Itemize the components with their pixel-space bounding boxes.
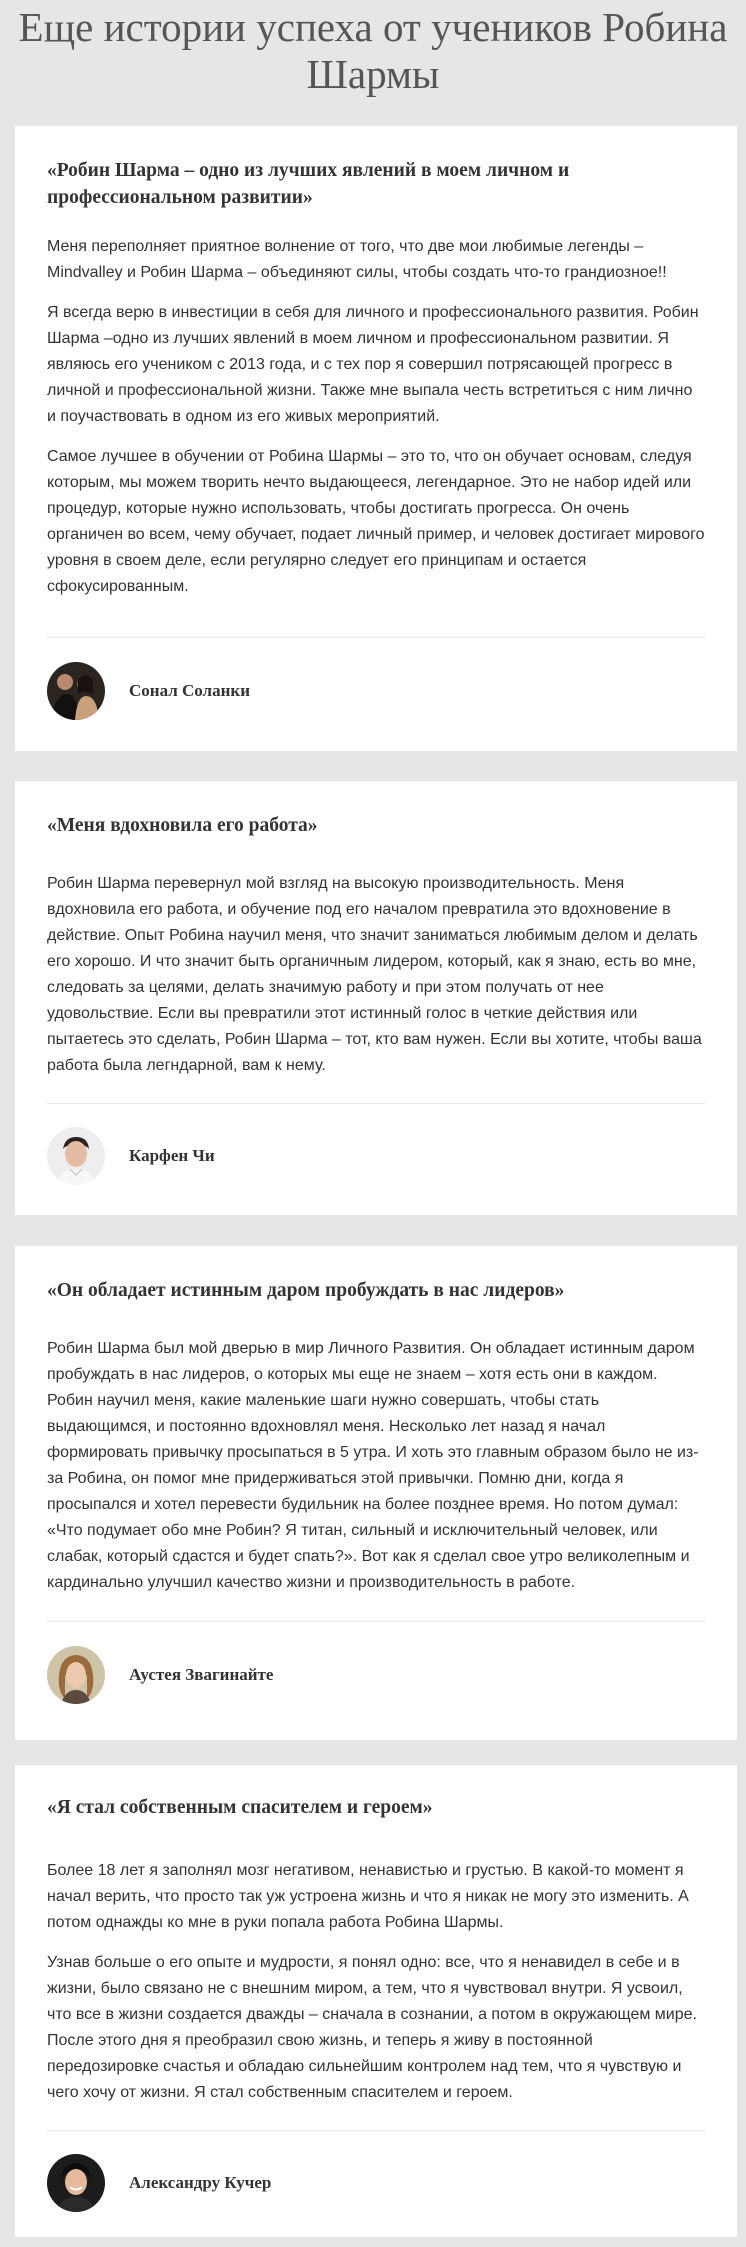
testimonial-paragraph: Более 18 лет я заполнял мозг негативом, ненавистью и грустью. В какой-то момент я начал верить, что просто так уж устроена жизнь и что я никак не могу это изменить. А потом однажды ко мне в руки попала работа Робина Шармы. (47, 1862, 689, 1931)
testimonial-paragraph: Робин Шарма был мой дверью в мир Личного Развития. Он обладает истинным даром пробуждать в нас лидеров, о которых мы еще не знаем – хотя есть они в каждом. Робин научил меня, какие маленькие шаги нужно совершать, чтобы стать выдающимся, и постоянно вдохновлял меня. Несколько лет назад я начал формировать привычку просыпаться в 5 утра. И хоть это главным образом было не из-за Робина, он помог мне придерживаться этой привычки. Помню дни, когда я просыпался и хотел перевести будильник на более позднее время. Но потом думал: «Что подумает обо мне Робин? Я титан, сильный и исключительный человек, или слабак, который сдастся и будет спать?». Вот как я сделал свое утро великолепным и кардинально улучшил качество жизни и производительность в работе. (47, 1340, 699, 1591)
page-title: Еще истории успеха от учеников Робина Шармы (18, 4, 728, 97)
divider (47, 637, 705, 638)
testimonial-card (15, 1246, 737, 1740)
testimonial-paragraph: Робин Шарма перевернул мой взгляд на высокую производительность. Меня вдохновила его работа, и обучение под его началом превратила это вдохновение в действие. Опыт Робина научил меня, что значит заниматься любимым делом и делать его хорошо. И что значит быть органичным лидером, который, как я знаю, есть во мне, следовать за целями, делать значимую работу и при этом получать от нее удовольствие. Если вы превратили этот истинный голос в четкие действия или пытаетесь это сделать, Робин Шарма – тот, кто вам нужен. Если вы хотите, чтобы ваша работа была легндарной, вам к нему. (47, 875, 702, 1074)
avatar (47, 662, 105, 720)
testimonial-quote: «Я стал собственным спасителем и героем» (47, 1797, 433, 1818)
testimonial-quote: «Он обладает истинным даром пробуждать в нас лидеров» (47, 1280, 565, 1301)
author-name: Александру Кучер (129, 2173, 272, 2192)
testimonial-card (15, 126, 737, 751)
testimonial-paragraph: Я всегда верю в инвестиции в себя для личного и профессионального развития. Робин Шарма –одно из лучших явлений в моем личном и профессиональном развитии. Я являюсь его учеником с 2013 года, и с тех пор я совершил потрясающей прогресс в личной и профессиональной жизни. Также мне выпала честь встретиться с ним лично и поучаствовать в одном из его живых мероприятий. (47, 304, 699, 425)
testimonial-author (47, 662, 250, 720)
testimonial-paragraph: Узнав больше о его опыте и мудрости, я понял одно: все, что я ненавидел в себе и в жизни, было связано не с внешним миром, а тем, что я чувствовал внутри. Я усвоил, что все в жизни создается дважды – сначала в сознании, а потом в окружающем мире. После этого дня я преобразил свою жизнь, и теперь я живу в постоянной передозировке счастья и обладаю сильнейшим контролем над тем, что я чувствую и чего хочу от жизни. Я стал собственным спасителем и героем. (47, 1954, 697, 2101)
testimonial-author (47, 1127, 215, 1185)
avatar (47, 1646, 105, 1704)
avatar (47, 1127, 105, 1185)
testimonial-paragraph: Самое лучшее в обучении от Робина Шармы – это то, что он обучает основам, следуя которым, мы можем творить нечто выдающееся, легендарное. Это не набор идей или процедур, которые нужно использовать, чтобы достигать прогресса. Он очень органичен во всем, чему обучает, подает личный пример, и человек достигает мирового уровня в своем деле, если регулярно следует его принципам и остается сфокусированным. (47, 448, 705, 595)
testimonial-quote: «Робин Шарма – одно из лучших явлений в моем личном и профессиональном развитии» (47, 160, 570, 208)
testimonial-body (47, 234, 705, 614)
author-name: Карфен Чи (129, 1146, 215, 1165)
testimonial-author (47, 2154, 271, 2212)
testimonial-body (47, 871, 705, 1093)
divider (47, 2130, 705, 2131)
avatar (47, 2154, 105, 2212)
divider (47, 1103, 705, 1104)
testimonial-card (15, 781, 737, 1215)
testimonial-body (47, 1858, 705, 2120)
testimonial-quote: «Меня вдохновила его работа» (47, 815, 318, 836)
testimonial-card (15, 1765, 737, 2237)
author-name: Аустея Звагинайте (129, 1665, 274, 1684)
author-name: Сонал Соланки (129, 681, 250, 700)
testimonial-paragraph: Меня переполняет приятное волнение от того, что две мои любимые легенды – Mindvalley и Робин Шарма – объединяют силы, чтобы создать что-то грандиозное!! (47, 238, 667, 281)
divider (47, 1621, 705, 1622)
testimonial-author (47, 1646, 273, 1704)
testimonial-body (47, 1336, 705, 1610)
